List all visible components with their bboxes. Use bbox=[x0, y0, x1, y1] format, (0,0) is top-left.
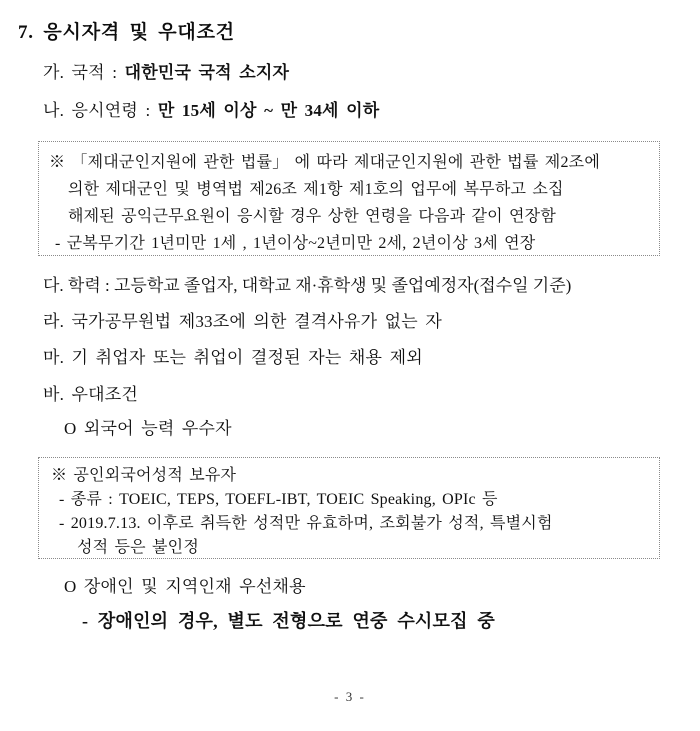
item-age-value: 만 15세 이상 ~ 만 34세 이하 bbox=[157, 101, 380, 120]
language-note-line-2: - 종류 : TOEIC, TEPS, TOEFL-IBT, TOEIC Speaking, OPIc 등 bbox=[59, 491, 498, 508]
language-score-note-box bbox=[38, 457, 660, 559]
military-note-line-4: - 군복무기간 1년미만 1세 , 1년이상~2년미만 2세, 2년이상 3세 연장 bbox=[55, 235, 536, 252]
language-note-line-1: ※ 공인외국어성적 보유자 bbox=[51, 467, 237, 484]
item-preferential: 바. 우대조건 bbox=[43, 385, 139, 404]
page-number: - 3 - bbox=[334, 689, 366, 704]
item-age bbox=[43, 101, 379, 121]
bullet-disabled-regional: O 장애인 및 지역인재 우선채용 bbox=[64, 577, 306, 596]
item-nationality-label: 가. 국적 : bbox=[43, 63, 125, 82]
bullet-disabled-note: - 장애인의 경우, 별도 전형으로 연중 수시모집 중 bbox=[82, 611, 495, 631]
item-age-label: 나. 응시연령 : bbox=[43, 101, 158, 120]
language-note-line-3: - 2019.7.13. 이후로 취득한 성적만 유효하며, 조회불가 성적, 특별시험 bbox=[59, 515, 553, 532]
section-title: 7. 응시자격 및 우대조건 bbox=[18, 22, 235, 43]
bullet-foreign-language: O 외국어 능력 우수자 bbox=[64, 419, 232, 438]
item-nationality-value: 대한민국 국적 소지자 bbox=[124, 63, 290, 82]
item-disqualification: 라. 국가공무원법 제33조에 의한 결격사유가 없는 자 bbox=[43, 312, 442, 331]
language-note-line-4: 성적 등은 불인정 bbox=[77, 539, 199, 556]
military-note-line-1: ※ 「제대군인지원에 관한 법률」 에 따라 제대군인지원에 관한 법률 제2조에 bbox=[49, 154, 600, 171]
military-service-note-box bbox=[38, 141, 660, 256]
military-note-line-3: 해제된 공익근무요원이 응시할 경우 상한 연령을 다음과 같이 연장함 bbox=[68, 208, 556, 225]
item-employed-excluded: 마. 기 취업자 또는 취업이 결정된 자는 채용 제외 bbox=[43, 348, 423, 367]
item-nationality bbox=[43, 63, 289, 83]
military-note-line-2: 의한 제대군인 및 병역법 제26조 제1항 제1호의 업무에 복무하고 소집 bbox=[68, 181, 564, 198]
item-education: 다. 학력 : 고등학교 졸업자, 대학교 재·휴학생 및 졸업예정자(접수일 기준) bbox=[43, 276, 572, 295]
